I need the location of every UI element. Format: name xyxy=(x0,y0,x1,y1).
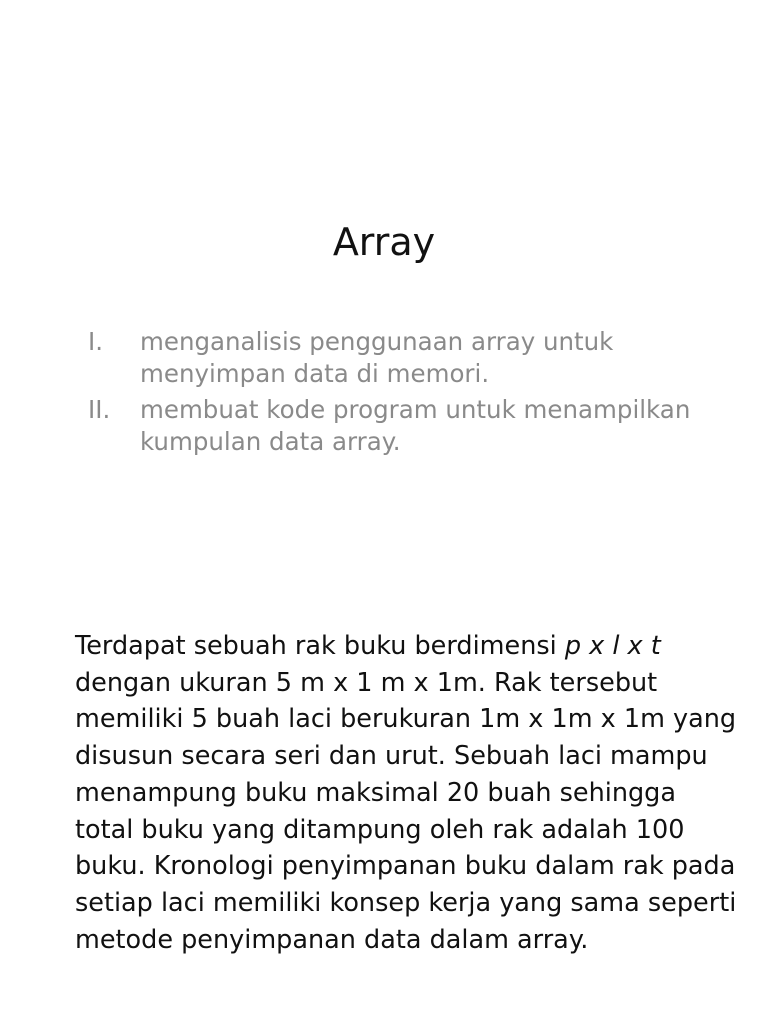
body-text-start: Terdapat sebuah rak buku berdimensi xyxy=(75,631,565,661)
body-text-rest: dengan ukuran 5 m x 1 m x 1m. Rak tersebut memiliki 5 buah laci berukuran 1m x 1m x 1m yang disusun secara seri dan urut. Sebuah laci mampu menampung buku maksimal 20 buah sehingga total buku yang ditampung oleh rak adalah 100 buku. Kronologi penyimpanan buku dalam rak pada setiap laci memiliki konsep kerja yang sama seperti metode penyimpanan data dalam array. xyxy=(75,667,737,955)
slide-2 xyxy=(0,578,768,1024)
objective-item xyxy=(88,394,728,458)
objective-number: I. xyxy=(88,327,104,356)
objective-text: menganalisis penggunaan array untuk menyimpan data di memori. xyxy=(140,327,614,388)
objective-text: membuat kode program untuk menampilkan kumpulan data array. xyxy=(140,395,691,456)
slide-title: Array xyxy=(332,220,436,264)
objective-item xyxy=(88,326,728,390)
dimension-formula: p x l x t xyxy=(564,631,661,661)
objectives-list xyxy=(88,326,728,462)
objective-number: II. xyxy=(88,395,111,424)
body-paragraph xyxy=(75,628,741,958)
